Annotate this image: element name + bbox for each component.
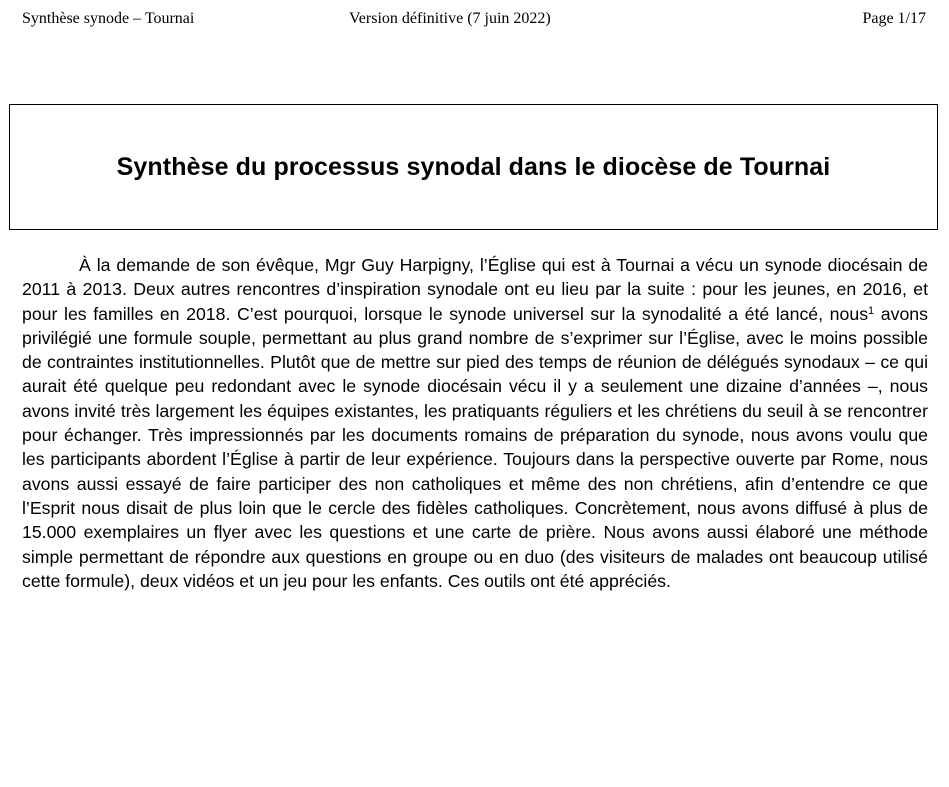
body-paragraph [22, 253, 928, 593]
header-version: Version définitive (7 juin 2022) [349, 10, 551, 27]
header-document-name: Synthèse synode – Tournai [22, 10, 195, 27]
page-header [22, 9, 926, 29]
paragraph-text-part-2: avons privilégié une formule souple, permettant au plus grand nombre de s’exprimer sur l’Église, avec le moins possible de contraintes institutionnelles. Plutôt que de mettre sur pied des temps de réunion de délégués synodaux – ce qui aurait été quelque peu redondant avec le synode diocésain vécu il y a seulement une dizaine d’années –, nous avons invité très largement les équipes existantes, les pratiquants réguliers et les chrétiens du seuil à se rencontrer pour échanger. Très impressionnés par les documents romains de préparation du synode, nous avons voulu que les participants abordent l’Église à partir de leur expérience. Toujours dans la perspective ouverte par Rome, nous avons aussi essayé de faire participer des non catholiques et même des non chrétiens, afin d’entendre ce que l’Esprit nous disait de plus loin que le cercle des fidèles catholiques. Concrètement, nous avons diffusé à plus de 15.000 exemplaires un flyer avec les questions et une carte de prière. Nous avons aussi élaboré une méthode simple permettant de répondre aux questions en groupe ou en duo (des visiteurs de malades ont beaucoup utilisé cette formule), deux vidéos et un jeu pour les enfants. Ces outils ont été appréciés. [22, 303, 928, 591]
title-box [9, 104, 938, 230]
paragraph-text-part-1: À la demande de son évêque, Mgr Guy Harpigny, l’Église qui est à Tournai a vécu un synode diocésain de 2011 à 2013. Deux autres rencontres d’inspiration synodale ont eu lieu par la suite : pour les jeunes, en 2016, et pour les familles en 2018. C’est pourquoi, lorsque le synode universel sur la synodalité a été lancé, nous [22, 255, 928, 324]
document-title: Synthèse du processus synodal dans le diocèse de Tournai [116, 152, 831, 181]
footnote-reference[interactable]: 1 [868, 304, 875, 317]
header-page-number: Page 1/17 [862, 10, 926, 27]
